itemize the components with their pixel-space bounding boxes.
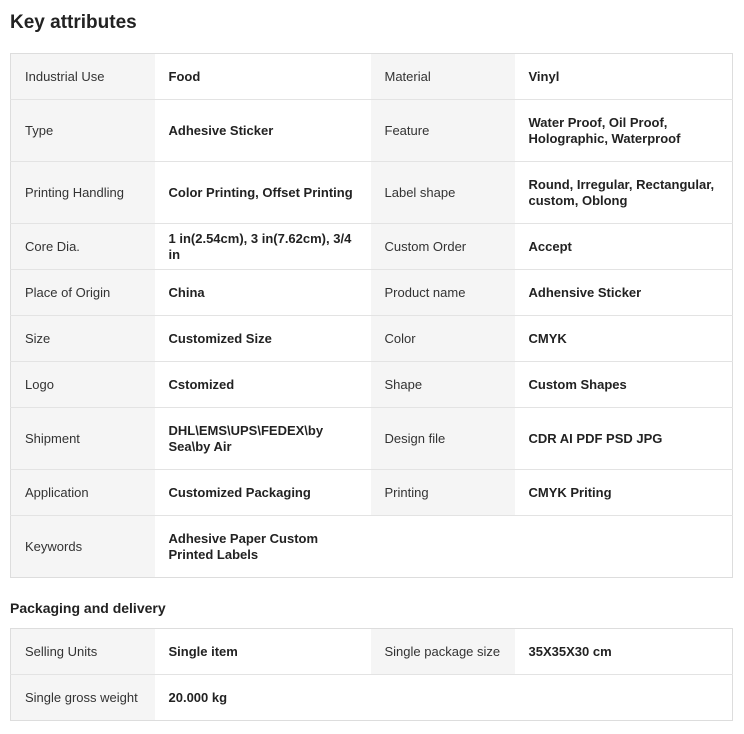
attribute-value: China xyxy=(155,270,371,316)
attribute-value: 35X35X30 cm xyxy=(515,629,733,675)
attribute-row xyxy=(11,629,733,675)
attribute-label: Keywords xyxy=(11,516,155,578)
attribute-label: Industrial Use xyxy=(11,54,155,100)
attribute-label: Type xyxy=(11,100,155,162)
attribute-label: Product name xyxy=(371,270,515,316)
attribute-row xyxy=(11,316,733,362)
attribute-value: Water Proof, Oil Proof, Holographic, Waterproof xyxy=(515,100,733,162)
attribute-value: 1 in(2.54cm), 3 in(7.62cm), 3/4 in xyxy=(155,224,371,270)
packaging-table xyxy=(10,628,733,721)
attribute-value xyxy=(515,516,733,578)
attribute-label: Place of Origin xyxy=(11,270,155,316)
key-attributes-table xyxy=(10,53,733,578)
attribute-label: Color xyxy=(371,316,515,362)
attribute-row xyxy=(11,675,733,721)
attribute-row xyxy=(11,100,733,162)
attribute-row xyxy=(11,408,733,470)
packaging-heading: Packaging and delivery xyxy=(10,600,166,616)
attribute-value: Customized Packaging xyxy=(155,470,371,516)
attribute-value: Custom Shapes xyxy=(515,362,733,408)
attribute-row xyxy=(11,224,733,270)
attribute-label: Custom Order xyxy=(371,224,515,270)
attribute-label: Printing xyxy=(371,470,515,516)
attribute-label: Design file xyxy=(371,408,515,470)
attribute-label: Logo xyxy=(11,362,155,408)
attribute-value: Adhesive Sticker xyxy=(155,100,371,162)
attribute-value: Food xyxy=(155,54,371,100)
attribute-row xyxy=(11,516,733,578)
attribute-value: 20.000 kg xyxy=(155,675,371,721)
attribute-value xyxy=(515,675,733,721)
attribute-value: CMYK xyxy=(515,316,733,362)
attribute-value: Single item xyxy=(155,629,371,675)
attribute-value: Accept xyxy=(515,224,733,270)
attribute-label: Core Dia. xyxy=(11,224,155,270)
attribute-value: DHL\EMS\UPS\FEDEX\by Sea\by Air xyxy=(155,408,371,470)
attribute-label: Material xyxy=(371,54,515,100)
attribute-label: Size xyxy=(11,316,155,362)
attribute-label: Shape xyxy=(371,362,515,408)
attribute-label xyxy=(371,516,515,578)
attribute-label: Shipment xyxy=(11,408,155,470)
attribute-value: CMYK Priting xyxy=(515,470,733,516)
attribute-value: Cstomized xyxy=(155,362,371,408)
attribute-value: Color Printing, Offset Printing xyxy=(155,162,371,224)
attribute-row xyxy=(11,362,733,408)
attribute-label: Feature xyxy=(371,100,515,162)
attribute-value: Adhensive Sticker xyxy=(515,270,733,316)
attribute-value: Vinyl xyxy=(515,54,733,100)
attribute-label: Printing Handling xyxy=(11,162,155,224)
attribute-value: Customized Size xyxy=(155,316,371,362)
attribute-row xyxy=(11,162,733,224)
attribute-row xyxy=(11,54,733,100)
attribute-row xyxy=(11,470,733,516)
attribute-label: Label shape xyxy=(371,162,515,224)
attribute-value: Adhesive Paper Custom Printed Labels xyxy=(155,516,371,578)
attribute-value: Round, Irregular, Rectangular, custom, Oblong xyxy=(515,162,733,224)
attribute-label: Single gross weight xyxy=(11,675,155,721)
attribute-value: CDR AI PDF PSD JPG xyxy=(515,408,733,470)
attribute-label xyxy=(371,675,515,721)
key-attributes-heading: Key attributes xyxy=(10,12,137,33)
attribute-label: Application xyxy=(11,470,155,516)
attribute-row xyxy=(11,270,733,316)
attribute-label: Single package size xyxy=(371,629,515,675)
attribute-label: Selling Units xyxy=(11,629,155,675)
